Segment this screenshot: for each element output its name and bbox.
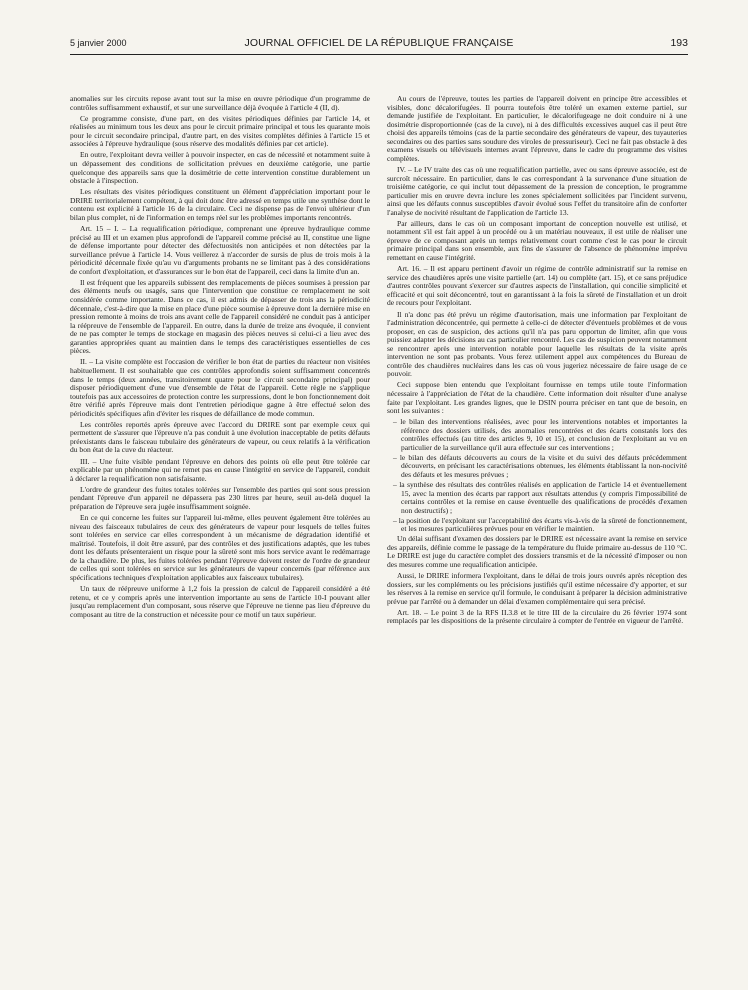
list-item: – le bilan des défauts découverts au cours de la visite et du suivi des défauts précédemment découverts, en précisant les caractérisations obtenues, les éléments établissant la non-nocivité des défauts et les mesures prévues ; — [393, 452, 687, 480]
issue-date: 5 janvier 2000 — [70, 38, 127, 48]
paragraph: II. – La visite complète est l'occasion de vérifier le bon état de parties du réacteur non visitées habituellement. Il est souhaitable que ces contrôles approfondis soient suffisamment concentrés dans le temps (deux années, transitoirement quatre pour le circuit secondaire principal) pour disposer périodiquement d'une vue d'ensemble de l'état de l'appareil. Cette règle ne s'applique toutefois pas aux accessoires de protection contre les surpressions, dont le bon fonctionnement doit être vérifié après l'épreuve mais dont l'entretien périodique gagne à être effectué selon des périodicités spécifiques afin d'éviter les risques de défaillance de mode commun. — [70, 357, 370, 418]
page-header — [70, 36, 688, 55]
list-item: – le bilan des interventions réalisées, avec pour les interventions notables et importantes la référence des dossiers utilisés, des anomalies rencontrées et des écarts constatés lors des contrôles effectués (au titre des articles 9, 10 et 15), et conclusion de l'exploitant au vu en particulier de la surveillance qu'il aura effectuée sur ces interventions ; — [393, 417, 687, 452]
page-number: 193 — [670, 37, 688, 49]
paragraph: Un délai suffisant d'examen des dossiers par le DRIRE est nécessaire avant la remise en service des appareils, définie comme le passage de la température du fluide primaire au-dessus de 110 °C. Le DRIRE est juge du caractère complet des dossiers transmis et de la nécessité d'imposer ou non des mesures comme une requalification anticipée. — [387, 534, 687, 569]
paragraph: Au cours de l'épreuve, toutes les parties de l'appareil doivent en principe être accessibles et visibles, donc décalorifugées. Il pourra toutefois être toléré un examen externe partiel, sur demande justifiée de l'exploitant. En particulier, le décalorifugeage ne doit conduire ni à une dosimétrie disproportionnée (cas de la cuve), ni à des difficultés excessives auquel cas il peut être choisi des appareils témoins (cas de la partie secondaire des générateurs de vapeur, des tuyauteries secondaires ou des parties sans soudure des viroles de pressuriseur). Ceci ne fait pas obstacle à des examens visuels ou télévisuels internes avant l'épreuve, dans le cadre du programme des visites complètes. — [387, 95, 687, 163]
right-column — [387, 95, 687, 975]
paragraph: Il est fréquent que les appareils subissent des remplacements de pièces soumises à pression par des éléments neufs ou usagés, sans que l'intervention que constitue ce remplacement ne soit considérée comme importante. Dans ce cas, il est admis de dépasser de trois ans la périodicité décennale, c'est-à-dire que la mise en place d'une pièce soumise à épreuve dont la dernière mise en pression remonte à moins de trois ans avant celle de l'appareil considéré ne conduit pas à anticiper la réépreuve de l'ensemble de l'appareil. En outre, dans la durée de treize ans évoquée, il convient de ne pas compter le temps de stockage en magasin des pièces neuves si celui-ci a lieu avec des garanties appropriées quant au maintien dans le temps des caractéristiques essentielles de ces pièces. — [70, 277, 370, 356]
left-column — [70, 95, 370, 975]
list-item: – la synthèse des résultats des contrôles réalisés en application de l'article 14 et éventuellement 15, avec la mention des écarts par rapport aux résultats attendus (y compris l'impossibilité de certains contrôles et la remise en cause éventuelle des qualifications de procédés d'examen non destructifs) ; — [393, 480, 687, 515]
paragraph: Art. 16. – Il est apparu pertinent d'avoir un régime de contrôle administratif sur la remise en service des chaudières après une visite partielle (art. 14) ou complète (art. 15), et ce sans préjudice d'autres contrôles pouvant s'exercer sur d'autres aspects de l'installation, qui concilie simplicité et efficacité et qui soit déconcentré, tout en garantissant à la fois la sûreté de l'installation et un droit de recours pour l'exploitant. — [387, 264, 687, 308]
paragraph: Il n'a donc pas été prévu un régime d'autorisation, mais une information par l'exploitant de l'administration déconcentrée, qui permette à celle-ci de détecter d'éventuels problèmes et de vous proposer, en cas de suspicion, des actions qu'il n'a pas paru opportun de limiter, afin que vous puissiez adapter les décisions au cas particulier rencontré. Les cas de suspicion peuvent notamment se rencontrer après une intervention notable pour laquelle les résultats de la visite après intervention ne sont pas probants. Vous ferez utilement appel aux compétences du Bureau de contrôle des chaudières nucléaires dans les cas où vous jugeriez nécessaire de faire usage de ce pouvoir. — [387, 309, 687, 379]
paragraph: III. – Une fuite visible pendant l'épreuve en dehors des points où elle peut être tolérée car explicable par un phénomène qui ne remet pas en cause l'intégrité en service de l'appareil, conduit à déclarer la requalification non satisfaisante. — [70, 456, 370, 483]
paragraph: Ceci suppose bien entendu que l'exploitant fournisse en temps utile toute l'information nécessaire à l'appréciation de l'état de la chaudière. Cette information doit résulter d'une analyse faite par l'exploitant. Les grandes lignes, que le DSIN pourra préciser en tant que de besoin, en sont les suivantes : — [387, 380, 687, 416]
paragraph: Par ailleurs, dans le cas où un composant important de conception nouvelle est utilisé, et notamment s'il est fait appel à un procédé ou à un matériau nouveaux, il est utile de réaliser une épreuve de ce composant après un temps relativement court comme c'est le cas pour le circuit primaire principal dans son ensemble, aux fins de s'assurer de l'absence de phénomène imprévu remettant en cause l'intégrité. — [387, 218, 687, 263]
paragraph: Les résultats des visites périodiques constituent un élément d'appréciation important pour le DRIRE territorialement compétent, à qui doit donc être adressé en temps utile une synthèse dont le contenu est explicité à l'article 16 de la circulaire. Ceci ne dispense pas de l'envoi ultérieur d'un bilan plus complet, ni de l'information en temps réel sur les problèmes importants rencontrés. — [70, 187, 370, 222]
paragraph: anomalies sur les circuits repose avant tout sur la mise en œuvre périodique d'un programme de contrôles suffisamment exhaustif, et sur une surveillance déjà évoquée à l'article 4 (II, d). — [70, 95, 370, 112]
list-item: – la position de l'exploitant sur l'acceptabilité des écarts vis-à-vis de la sûreté de fonctionnement, et les mesures particulières prévues pour en vérifier le maintien. — [393, 515, 687, 534]
paragraph: IV. – Le IV traite des cas où une requalification partielle, avec ou sans épreuve associée, est de surcroît nécessaire. En particulier, dans le cas correspondant à la survenance d'une situation de troisième catégorie, ce qui inclut tout dépassement de la pression de conception, le programme particulier mis en œuvre devra inclure les zones spécialement sollicitées par l'incident survenu, ainsi que les défauts connus susceptibles d'avoir évolué sous l'effet du transitoire afin de conforter l'analyse de nocivité résultant de l'application de l'article 13. — [387, 164, 687, 217]
paragraph: En ce qui concerne les fuites sur l'appareil lui-même, elles peuvent également être tolérées au niveau des faisceaux tubulaires de ceux des générateurs de vapeur pour lesquels de telles fuites sont tolérées en service car elles correspondent à un mécanisme de dégradation identifié et maîtrisé. Toutefois, il doit être assuré, par des contrôles et des justifications adaptés, que les tubes dont les défauts présenteraient un risque pour la sûreté sont mis hors service avant le redémarrage de la chaudière. De plus, les fuites tolérées pendant l'épreuve doivent rester de l'ordre de grandeur de celles qui sont tolérées en service sur les générateurs de vapeur concernés (par référence aux spécifications techniques d'exploitation applicables aux faisceaux tubulaires). — [70, 513, 370, 582]
paragraph: En outre, l'exploitant devra veiller à pouvoir inspecter, en cas de nécessité et notamment suite à un dépassement des conditions de sollicitation prévues en deuxième catégorie, une partie quelconque des appareils sans que la dosimétrie de cette intervention constitue durablement un obstacle à l'inspection. — [70, 150, 370, 186]
paragraph: Les contrôles reportés après épreuve avec l'accord du DRIRE sont par exemple ceux qui permettent de s'assurer que l'épreuve n'a pas conduit à une évolution inacceptable de petits défauts préexistants dans le faisceau tubulaire des générateurs de vapeur, ou ceux relatifs à la vérification du bon état de la cuve du réacteur. — [70, 419, 370, 455]
paragraph: Art. 15 – I. – La requalification périodique, comprenant une épreuve hydraulique comme précisé au III et un examen plus approfondi de l'appareil comme précisé au II, constitue une ligne de défense importante pour détecter des défectuosités non anticipées et non détectées par la surveillance prévue à l'article 14. Vous veillerez à n'accorder de sursis de plus de trois mois à la périodicité décennale fixée qu'au vu d'arguments probants ne se limitant pas à des considérations de confort d'exploitation, et d'assurances sur le bon état de l'appareil, ceci dans la limite d'un an. — [70, 224, 370, 276]
paragraph: Aussi, le DRIRE informera l'exploitant, dans le délai de trois jours ouvrés après réception des dossiers, sur les compléments ou les précisions justifiés qu'il estime nécessaire d'y apporter, et sur les réserves à la remise en service qu'il formule, le conduisant à préparer la décision administrative prévue par l'arrêté ou à demander un délai d'examen complémentaire qui sera précisé. — [387, 571, 687, 606]
paragraph: Ce programme consiste, d'une part, en des visites périodiques définies par l'article 14, et réalisées au minimum tous les deux ans pour le circuit primaire principal et tous les quarante mois pour le circuit secondaire principal, d'autre part, en des visites complètes définies à l'article 15 et associées à l'épreuve hydraulique (sous réserve des modalités définies par cet article). — [70, 113, 370, 149]
paragraph: Art. 18. – Le point 3 de la RFS II.3.8 et le titre III de la circulaire du 26 février 1974 sont remplacés par les dispositions de la présente circulaire à compter de l'entrée en vigueur de l'arrêté. — [387, 607, 687, 626]
journal-title: JOURNAL OFFICIEL DE LA RÉPUBLIQUE FRANÇAISE — [244, 37, 514, 49]
paragraph: Un taux de réépreuve uniforme à 1,2 fois la pression de calcul de l'appareil considéré a été retenu, et ce y compris après une intervention importante au sens de l'article 10-I pouvant aller jusqu'au remplacement d'un composant, sous réserve que l'épreuve ne tienne pas lieu d'épreuve du composant au titre de la construction et nécessite pour ce motif un taux supérieur. — [70, 584, 370, 619]
paragraph: L'ordre de grandeur des fuites totales tolérées sur l'ensemble des parties qui sont sous pression pendant l'épreuve d'un appareil ne dépassera pas 230 litres par heure, seuil au-delà duquel la préparation de l'épreuve sera jugée insuffisamment soignée. — [70, 484, 370, 511]
